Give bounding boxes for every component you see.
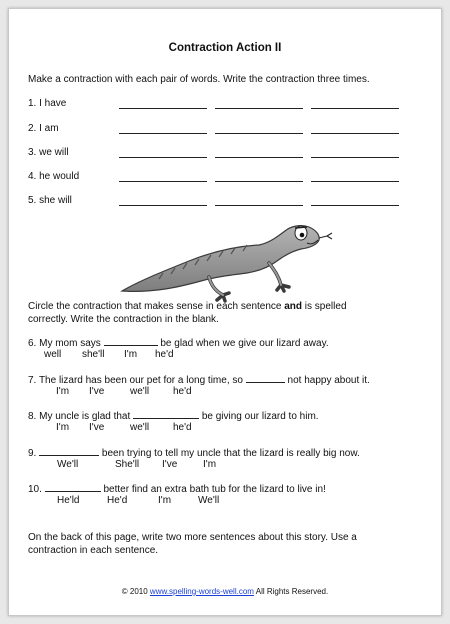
answer-blank[interactable] [133,409,199,419]
option-word[interactable]: she'll [82,349,105,360]
option-row [9,459,441,472]
question-10 [28,482,326,496]
worksheet-title: Contraction Action II [168,42,282,54]
instructions-part2-line2: correctly. Write the contraction in the blank. [28,314,219,325]
question-text: 6. My mom says [28,338,104,349]
answer-line[interactable] [311,157,399,158]
option-word[interactable]: We'll [198,495,220,506]
option-word[interactable]: we'll [130,386,150,397]
option-row [9,349,441,362]
worksheet-page [8,8,442,616]
answer-line[interactable] [311,108,399,109]
option-word[interactable]: I'm [56,422,70,433]
question-text: be giving our lizard to him. [199,411,319,422]
footer [9,587,441,596]
pair-label: 2. I am [28,123,59,134]
instructions-text: is spelled [302,301,347,312]
answer-line[interactable] [119,205,207,206]
question-text: not happy about it. [284,375,370,386]
option-word[interactable]: he'd [173,386,192,397]
instructions-part2-line1 [28,300,347,313]
question-text: be glad when we give our lizard away. [157,338,329,349]
footer-rights: All Rights Reserved. [253,587,329,596]
option-row [9,422,441,435]
pair-label: 4. he would [28,171,80,182]
pair-label: 5. she will [28,195,72,206]
answer-line[interactable] [119,108,207,109]
question-text: 8. My uncle is glad that [28,411,134,422]
answer-line[interactable] [311,205,399,206]
option-word[interactable]: I've [89,386,105,397]
lizard-illustration [119,221,334,303]
question-8 [28,409,319,423]
answer-line[interactable] [119,181,207,182]
answer-line[interactable] [215,157,303,158]
pair-label: 3. we will [28,147,69,158]
answer-line[interactable] [215,205,303,206]
option-word[interactable]: he'd [155,349,174,360]
closing-line2: contraction in each sentence. [28,545,159,556]
answer-line[interactable] [215,181,303,182]
option-word[interactable]: He'ld [57,495,80,506]
answer-blank[interactable] [45,482,101,492]
option-word[interactable]: She'll [115,459,140,470]
pair-label: 1. I have [28,98,67,109]
option-word[interactable]: I've [162,459,178,470]
instructions-emphasis: and [284,301,303,312]
option-word[interactable]: we'll [130,422,150,433]
option-word[interactable]: He'd [107,495,128,506]
question-text: 7. The lizard has been our pet for a long time, so [28,375,246,386]
answer-blank[interactable] [104,336,158,346]
option-row [9,386,441,399]
footer-copyright: © 2010 [121,587,150,596]
answer-line[interactable] [311,133,399,134]
option-word[interactable]: I'm [56,386,70,397]
answer-line[interactable] [215,108,303,109]
option-word[interactable]: We'll [57,459,79,470]
question-text: 9. [28,448,40,459]
answer-blank[interactable] [39,446,99,456]
question-text: been trying to tell my uncle that the lizard is really big now. [99,448,360,459]
option-word[interactable]: I'm [124,349,138,360]
option-word[interactable]: I'm [203,459,217,470]
answer-blank[interactable] [246,373,285,383]
answer-line[interactable] [215,133,303,134]
closing-line1: On the back of this page, write two more sentences about this story. Use a [28,532,357,543]
question-text: 10. [28,484,45,495]
question-9 [28,446,360,460]
instructions-text: Circle the contraction that makes sense in each sentence [28,301,285,312]
footer-link[interactable]: www.spelling-words-well.com [149,587,254,596]
option-word[interactable]: I'm [158,495,172,506]
question-text: better find an extra bath tub for the lizard to live in! [100,484,326,495]
instructions-part1: Make a contraction with each pair of words. Write the contraction three times. [28,74,370,85]
answer-line[interactable] [119,133,207,134]
option-word[interactable]: I've [89,422,105,433]
option-word[interactable]: he'd [173,422,192,433]
question-7 [28,373,370,387]
answer-line[interactable] [119,157,207,158]
option-row [9,495,441,508]
answer-line[interactable] [311,181,399,182]
option-word[interactable]: well [44,349,62,360]
question-6 [28,336,329,350]
